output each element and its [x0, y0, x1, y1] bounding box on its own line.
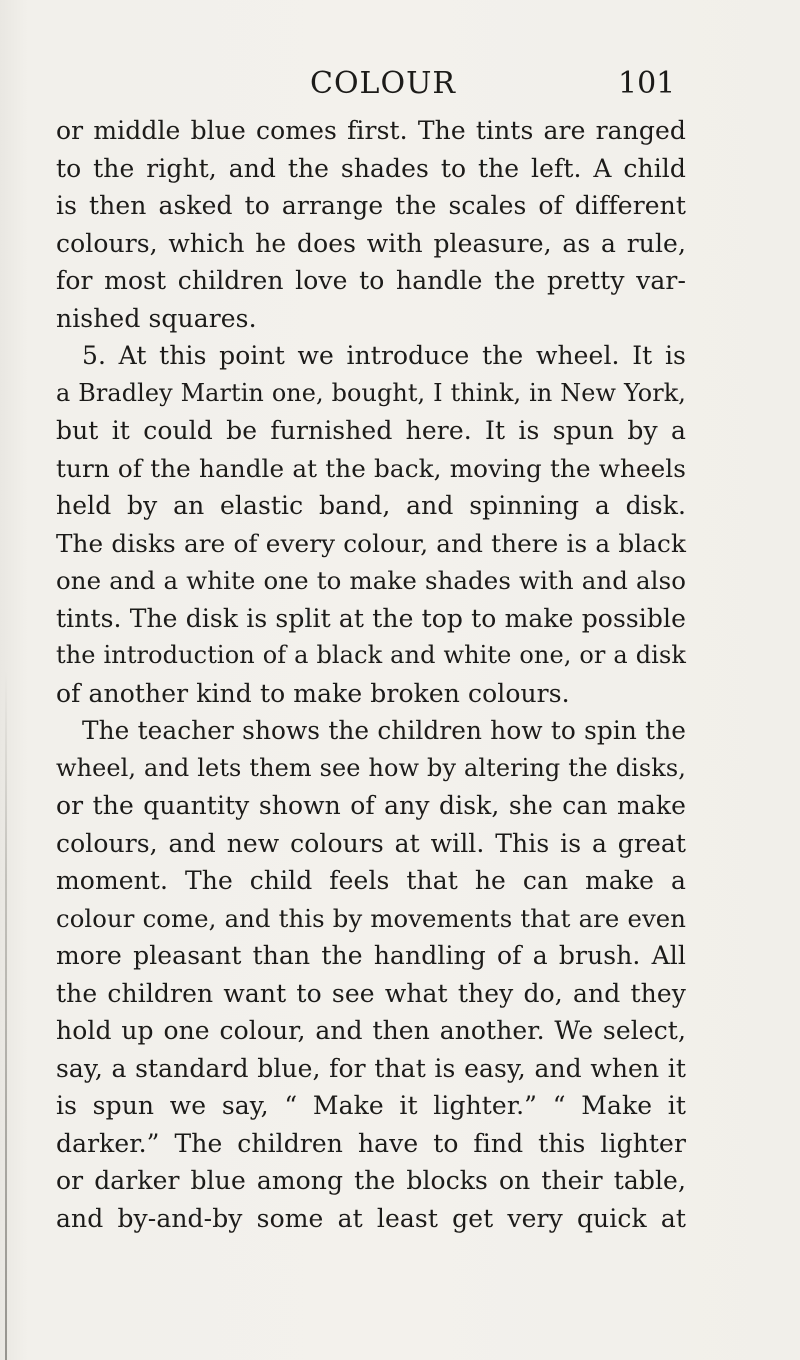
text-line: the children want to see what they do, and they — [56, 978, 686, 1008]
text-line: The disks are of every colour, and there is a black — [56, 528, 686, 558]
text-line: or the quantity shown of any disk, she can make — [56, 791, 686, 820]
page-gutter-shadow — [5, 670, 7, 1360]
text-line: is spun we say, “ Make it lighter.” “ Make it — [56, 1091, 686, 1120]
text-line: for most children love to handle the pretty var- — [56, 266, 686, 295]
text-line: colours, and new colours at will. This is a great — [56, 828, 686, 858]
text-line: hold up one colour, and then another. We select, — [56, 1016, 686, 1045]
body-text — [56, 112, 686, 1237]
text-line: a Bradley Martin one, bought, I think, in New York, — [56, 378, 686, 407]
text-line: or darker blue among the blocks on their table, — [56, 1166, 686, 1195]
text-line: 5. At this point we introduce the wheel. It is — [82, 341, 686, 370]
text-line: of another kind to make broken colours. — [56, 678, 570, 708]
text-line: to the right, and the shades to the left. A child — [56, 153, 686, 183]
text-line: more pleasant than the handling of a brush. All — [56, 941, 686, 970]
text-line: moment. The child feels that he can make a — [56, 866, 686, 895]
text-line: held by an elastic band, and spinning a disk. — [56, 491, 686, 520]
text-line: tints. The disk is split at the top to make possible — [56, 603, 686, 633]
text-line: turn of the handle at the back, moving the wheels — [56, 453, 686, 483]
text-line: one and a white one to make shades with and also — [56, 566, 686, 595]
text-line: colours, which he does with pleasure, as a rule, — [56, 228, 686, 258]
text-line: the introduction of a black and white one, or a disk — [56, 641, 686, 669]
chapter-title: COLOUR — [310, 66, 456, 101]
text-line: and by-and-by some at least get very quick at — [56, 1203, 686, 1233]
text-line: The teacher shows the children how to spin the — [82, 716, 686, 745]
text-line: or middle blue comes first. The tints are ranged — [56, 116, 686, 145]
text-line: nished squares. — [56, 303, 257, 333]
text-line: say, a standard blue, for that is easy, and when it — [56, 1053, 686, 1083]
page-number: 101 — [618, 66, 676, 101]
text-line: but it could be furnished here. It is spun by a — [56, 416, 686, 445]
text-line: wheel, and lets them see how by altering the disks, — [56, 753, 686, 782]
running-head — [0, 64, 800, 104]
text-line: colour come, and this by movements that are even — [56, 903, 686, 933]
text-line: darker.” The children have to find this lighter — [56, 1128, 686, 1158]
text-line: is then asked to arrange the scales of different — [56, 191, 686, 220]
